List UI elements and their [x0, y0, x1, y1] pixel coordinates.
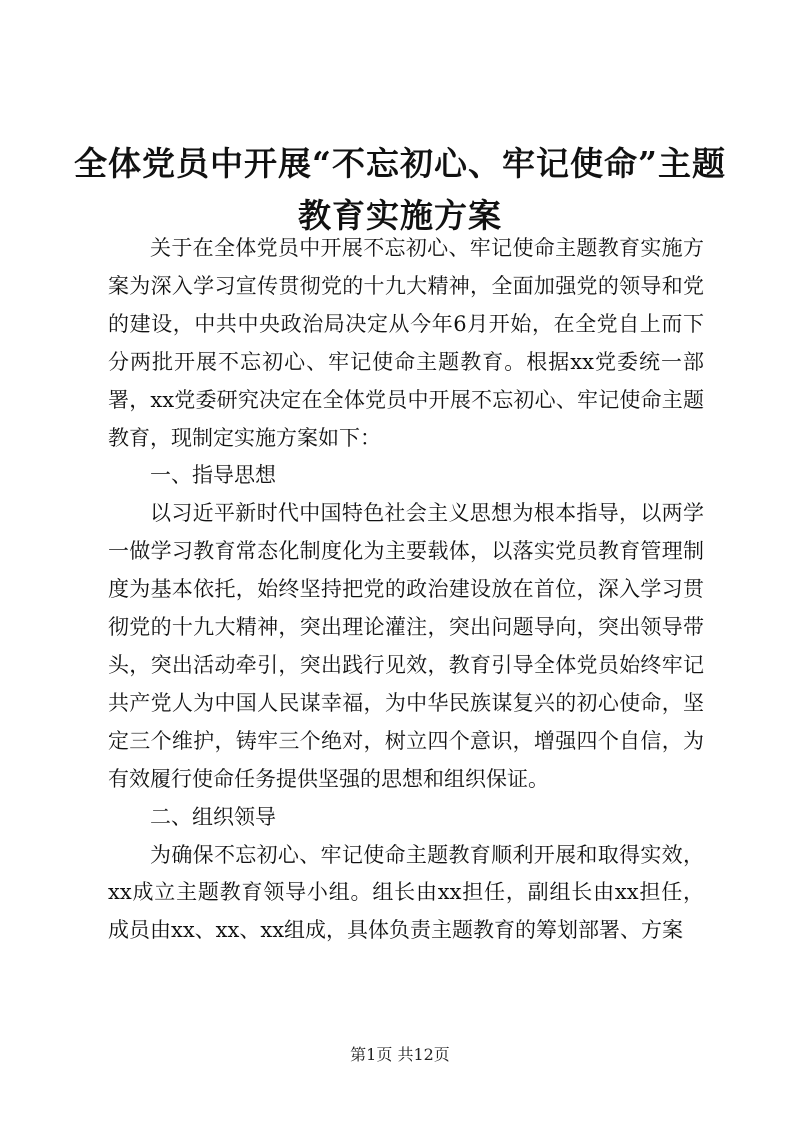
page-number: 第1页 共12页: [350, 1045, 450, 1064]
guiding-ideology-paragraph: 以习近平新时代中国特色社会主义思想为根本指导，以两学一做学习教育常态化制度化为主要载体，以落实党员教育管理制度为基本依托，始终坚持把党的政治建设放在首位，深入学习贯彻党的十九大精神，突出理论灌注，突出问题导向，突出领导带头，突出活动牵引，突出践行见效，教育引导全体党员始终牢记共产党人为中国人民谋幸福，为中华民族谋复兴的初心使命，坚定三个维护，铸牢三个绝对，树立四个意识，增强四个自信，为有效履行使命任务提供坚强的思想和组织保证。: [108, 501, 704, 791]
section-heading-guiding-ideology: 一、指导思想: [150, 463, 276, 488]
section-heading-organization: 二、组织领导: [150, 804, 276, 829]
organization-paragraph: 为确保不忘初心、牢记使命主题教育顺利开展和取得实效，xx成立主题教育领导小组。组长由xx担任，副组长由xx担任，成员由xx、xx、xx组成，具体负责主题教育的筹划部署、方案: [108, 842, 704, 943]
document-title: 全体党员中开展“不忘初心、牢记使命”主题教育实施方案: [74, 144, 726, 235]
document-body: [108, 230, 704, 950]
intro-paragraph: 关于在全体党员中开展不忘初心、牢记使命主题教育实施方案为深入学习宣传贯彻党的十九大精神，全面加强党的领导和党的建设，中共中央政治局决定从今年6月开始，在全党自上而下分两批开展不忘初心、牢记使命主题教育。根据xx党委统一部署，xx党委研究决定在全体党员中开展不忘初心、牢记使命主题教育，现制定实施方案如下：: [108, 236, 704, 450]
